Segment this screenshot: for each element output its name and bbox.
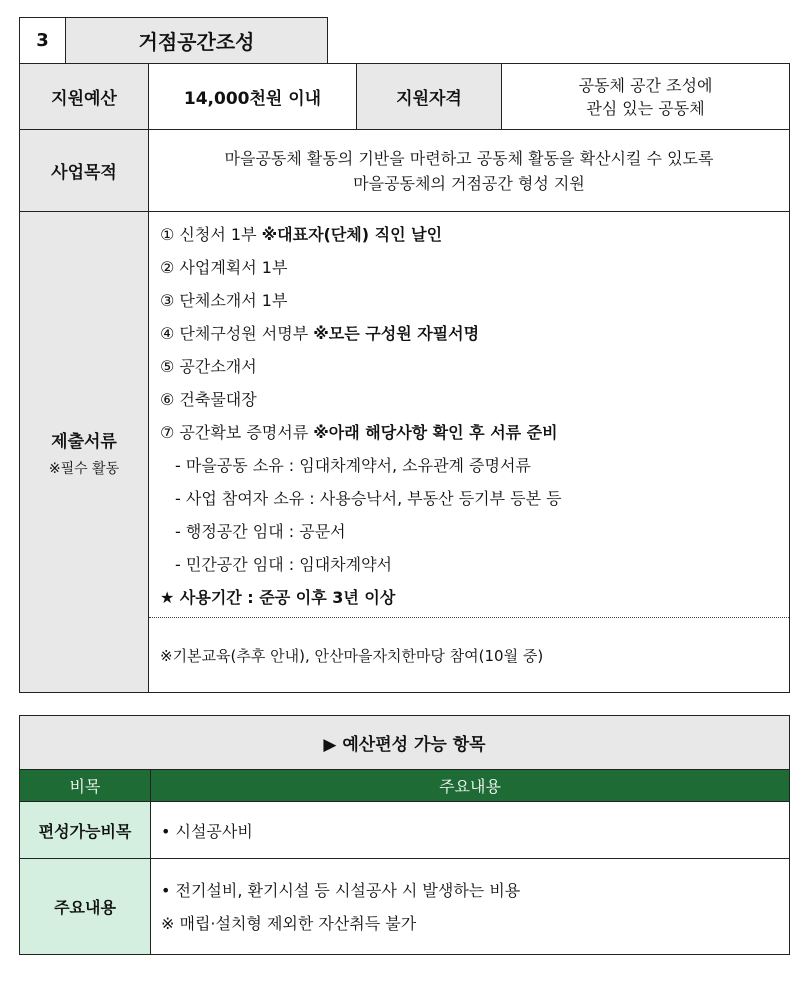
section-title: 거점공간조성 (65, 17, 328, 64)
col-header-content: 주요내용 (151, 770, 789, 802)
doc-item-1: ① 신청서 1부 ※대표자(단체) 직인 날인 (160, 225, 443, 244)
section-number: 3 (19, 17, 66, 64)
purpose-line2: 마을공동체의 거점공간 형성 지원 (353, 173, 585, 193)
col-header-category: 비목 (20, 770, 151, 802)
budget-label: 지원예산 (20, 64, 149, 130)
doc-item-2: ② 사업계획서 1부 (160, 258, 288, 277)
eligibility-line1: 공동체 공간 조성에 (578, 75, 713, 95)
eligibility-value (502, 64, 789, 130)
sub-item-4: - 민간공간 임대 : 임대차계약서 (175, 555, 392, 574)
doc-item-5: ⑤ 공간소개서 (160, 357, 257, 376)
doc-item-6: ⑥ 건축물대장 (160, 390, 257, 409)
doc-item-3: ③ 단체소개서 1부 (160, 291, 288, 310)
support-info-table (19, 63, 790, 693)
row2-value (151, 859, 789, 954)
purpose-line1: 마을공동체 활동의 기반을 마련하고 공동체 활동을 확산시킬 수 있도록 (224, 148, 714, 168)
row2-line1: • 전기설비, 환기시설 등 시설공사 시 발생하는 비용 (161, 880, 521, 900)
sub-item-2: - 사업 참여자 소유 : 사용승낙서, 부동산 등기부 등본 등 (175, 489, 562, 508)
eligibility-label: 지원자격 (357, 64, 502, 130)
purpose-value (149, 130, 789, 212)
budget-items-title: ▶ 예산편성 가능 항목 (20, 716, 789, 770)
sub-item-3: - 행정공간 임대 : 공문서 (175, 522, 346, 541)
docs-label: 제출서류 (51, 431, 117, 452)
budget-items-table (19, 715, 790, 955)
docs-label-cell (20, 212, 149, 692)
budget-value: 14,000천원 이내 (149, 64, 357, 130)
doc-item-4: ④ 단체구성원 서명부 ※모든 구성원 자필서명 (160, 324, 480, 343)
row1-value: • 시설공사비 (151, 802, 789, 859)
row2-label: 주요내용 (20, 859, 151, 954)
docs-sublabel: ※필수 활동 (48, 460, 120, 477)
purpose-label: 사업목적 (20, 130, 149, 212)
activity-note: ※기본교육(추후 안내), 안산마을자치한마당 참여(10월 중) (160, 647, 544, 665)
sub-item-1: - 마을공동 소유 : 임대차계약서, 소유관계 증명서류 (175, 456, 531, 475)
dotted-divider (149, 617, 789, 618)
eligibility-line2: 관심 있는 공동체 (586, 98, 705, 118)
row1-label: 편성가능비목 (20, 802, 151, 859)
usage-period: ★ 사용기간 : 준공 이후 3년 이상 (160, 588, 396, 607)
row2-line2: ※ 매립·설치형 제외한 자산취득 불가 (161, 913, 417, 933)
doc-item-7: ⑦ 공간확보 증명서류 ※아래 해당사항 확인 후 서류 준비 (160, 423, 558, 442)
